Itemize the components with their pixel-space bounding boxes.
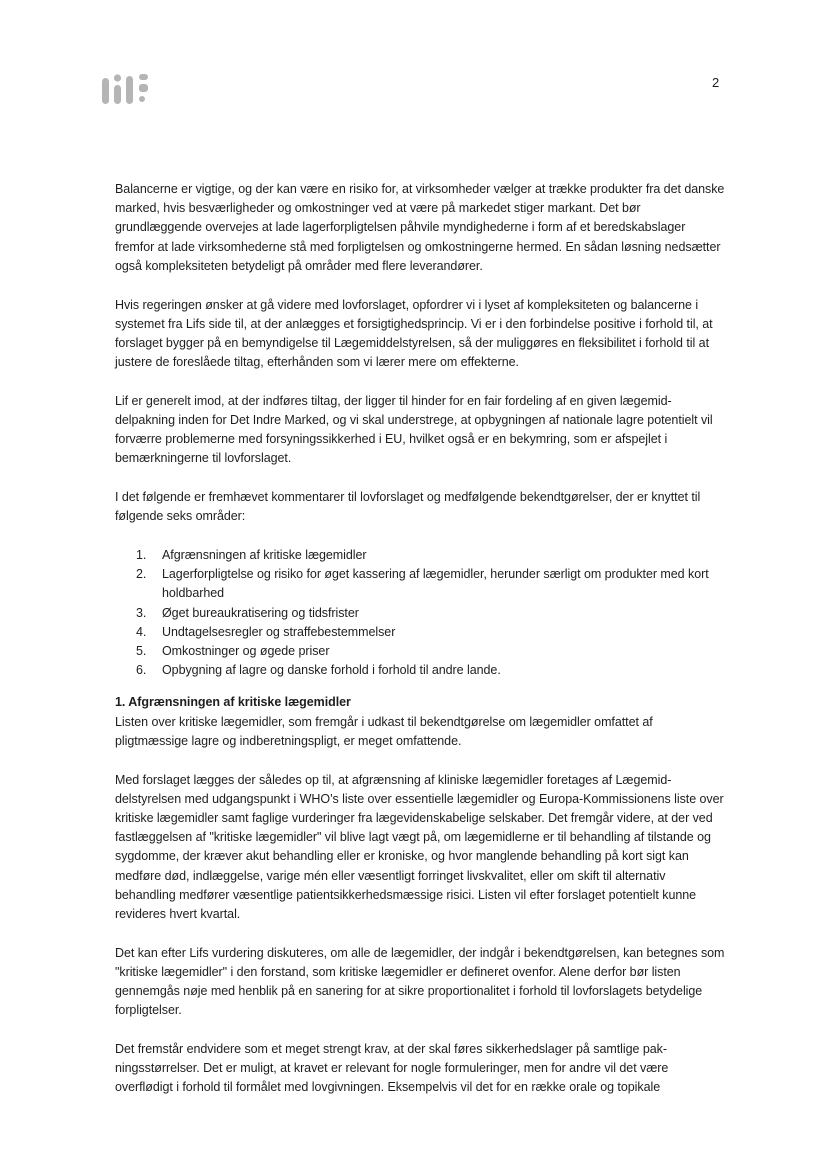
list-item (115, 642, 725, 661)
paragraph: Hvis regeringen ønsker at gå videre med lovforslaget, opfordrer vi i lyset af kompleksiteten og balancerne i systemet fra Lifs side til, at der anlægges et forsigtighedsprincip. Vi er i den forbindelse positive i forhold til, at forslaget bygger på en bemyndigelse til Lægemiddelstyrelsen, så der muliggøres en fleksibilitet i forhold til at justere de foreslåede tiltag, efterhånden som vi lærer mere om effekterne. (115, 297, 713, 370)
list-item (115, 661, 725, 680)
list-text: Øget bureaukratisering og tidsfrister (162, 605, 359, 620)
paragraph: Det kan efter Lifs vurdering diskuteres, om alle de lægemidler, der indgår i bekendtgørelsen, kan betegnes som "kritiske lægemidler" i den forstand, som kritiske lægemidler er defineret ovenfor. Alene derfor bør listen gennemgås nøje med henblik på en sanering for at sikre proportionalitet i forhold til lovforslagets betydelige forpligtelser. (115, 945, 725, 1018)
list-item (115, 623, 725, 642)
list-text: Opbygning af lagre og danske forhold i forhold til andre lande. (162, 663, 501, 678)
paragraph: Balancerne er vigtige, og der kan være en risiko for, at virksomheder vælger at trække produkter fra det danske marked, hvis besværligheder og omkostninger ved at være på markedet stiger markant. Det bør grundlæggende overvejes at lade lagerforpligtelsen påhvile myndighederne i form af et beredskabslager fremfor at lade virksomhederne stå med forpligtelsen og omkostningerne hermed. En sådan løsning nedsætter også kompleksiteten betydeligt på områder med flere leverandører. (115, 182, 725, 273)
list-number: 5. (136, 644, 147, 659)
lif-logo-icon (102, 72, 162, 106)
list-text: Undtagelsesregler og straffebestemmelser (162, 624, 396, 639)
section-heading: 1. Afgrænsningen af kritiske lægemidler (115, 695, 351, 710)
paragraph: Det fremstår endvidere som et meget strengt krav, at der skal føres sikkerhedslager på samtlige pakningsstørrelser. Det er muligt, at kravet er relevant for nogle formuleringer, men for andre vil det være overflødigt i forhold til formålet med lovgivningen. Eksempelvis vil det for en række orale og topikale (115, 1042, 669, 1095)
list-text: Lagerforpligtelse og risiko for øget kassering af lægemidler, herunder særligt om produkter med kort holdbarhed (162, 567, 709, 601)
list-number: 1. (136, 548, 147, 563)
list-text: Afgrænsningen af kritiske lægemidler (162, 548, 367, 563)
paragraph: Lif er generelt imod, at der indføres tiltag, der ligger til hinder for en fair fordeling af en given lægemiddelpakning inden for Det Indre Marked, og vi skal understrege, at opbygningen af nationale lagre potentielt vil forværre problemerne med forsyningssikkerhed i EU, hvilket også er en bekymring, som er afspejlet i bemærkningerne til lovforslaget. (115, 393, 713, 466)
list-item (115, 565, 725, 603)
page-number: 2 (712, 75, 720, 90)
list-number: 6. (136, 663, 147, 678)
list-item (115, 546, 725, 565)
paragraph: Med forslaget lægges der således op til, at afgrænsning af kliniske lægemidler foretages af Lægemiddelstyrelsen med udgangspunkt i WHO’s liste over essentielle lægemidler og Europa-Kommissionens liste over kritiske lægemidler samt faglige vurderinger fra lægevidenskabelige selskaber. Det fremgår videre, at der ved fastlæggelsen af "kritiske lægemidler" vil blive lagt vægt på, om lægemidlerne er til behandling af tilstande og sygdomme, der kræver akut behandling eller er kroniske, og hvor manglende behandling på kort sigt kan medføre død, indlæggelse, varige mén eller væsentligt forringet livskvalitet, eller om skift til alternativ behandling medfører væsentlige patientsikkerhedsmæssige risici. Listen vil efter forslaget potentielt kunne revideres hvert kvartal. (115, 772, 724, 921)
list-number: 4. (136, 624, 147, 639)
document-body (115, 180, 725, 1117)
list-item (115, 604, 725, 623)
list-number: 3. (136, 605, 147, 620)
topic-list (115, 546, 725, 680)
list-number: 2. (136, 567, 147, 582)
list-text: Omkostninger og øgede priser (162, 644, 330, 659)
paragraph: I det følgende er fremhævet kommentarer til lovforslaget og medfølgende bekendtgørelser, der er knyttet til følgende seks områder: (115, 490, 701, 524)
paragraph: Listen over kritiske lægemidler, som fremgår i udkast til bekendtgørelse om lægemidler omfattet af pligtmæssige lagre og indberetningspligt, er meget omfattende. (115, 714, 653, 748)
